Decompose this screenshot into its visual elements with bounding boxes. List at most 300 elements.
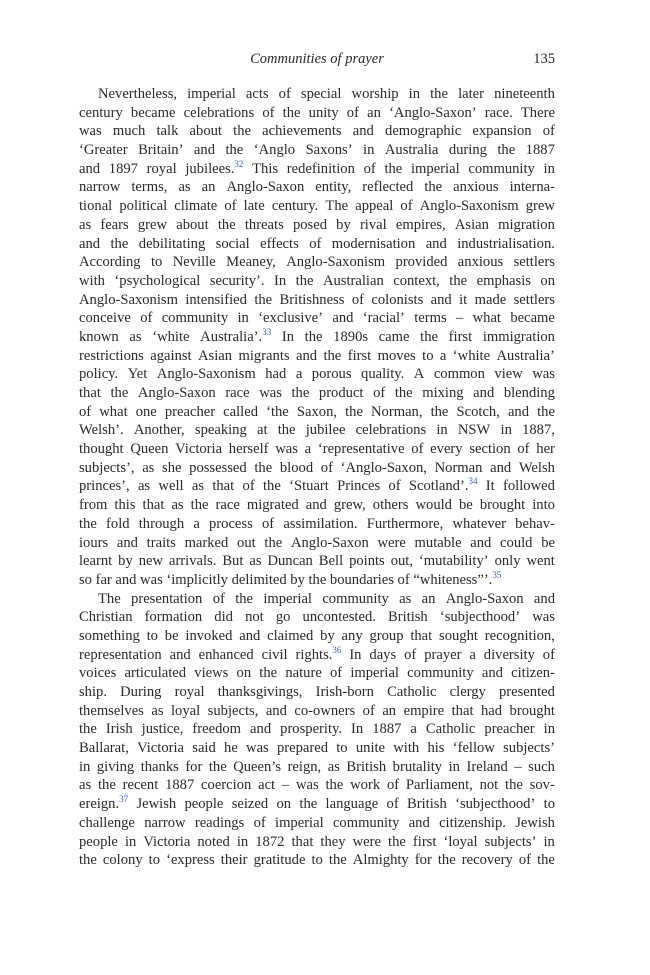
word: could (500, 534, 533, 551)
word: immigration (482, 328, 555, 345)
text-line (79, 272, 555, 291)
text-line (79, 160, 555, 179)
word: that (142, 497, 165, 514)
word: as (79, 777, 92, 794)
word: the (505, 777, 523, 794)
word: Yet (127, 366, 148, 383)
word: and (408, 814, 430, 831)
word: arrivals. (168, 553, 217, 570)
word: Neville (172, 254, 216, 271)
word: as (137, 478, 151, 495)
word: empire (403, 702, 445, 719)
text-line (79, 720, 555, 739)
word: Australia’ (496, 347, 555, 364)
word: the (384, 160, 403, 177)
word: In (274, 272, 287, 289)
word: views (194, 665, 229, 682)
word: was (532, 366, 555, 383)
word: Anglo-Saxon (137, 385, 216, 401)
word: porous (311, 366, 352, 383)
text-line (79, 851, 555, 870)
word: coercion (201, 777, 252, 794)
text-line (79, 85, 555, 104)
word: much (112, 123, 146, 140)
word: readings (194, 814, 245, 831)
text-line (79, 515, 555, 534)
text-line (79, 328, 555, 347)
text-line (79, 683, 555, 702)
page-number: 135 (533, 51, 555, 67)
word: of (253, 814, 266, 831)
word: noted (197, 833, 230, 850)
word: this (114, 497, 136, 514)
word: race (225, 385, 250, 401)
word: justice, (141, 721, 184, 738)
word: and (425, 235, 447, 252)
word: to (336, 740, 348, 757)
word: by (118, 553, 133, 570)
word: ‘implicitly (166, 571, 228, 588)
word: threats (244, 216, 284, 233)
word: Victoria (137, 740, 185, 757)
word: and (490, 459, 512, 476)
word: themselves (79, 702, 144, 719)
word: 1887 (525, 142, 555, 159)
word: and (473, 385, 495, 401)
word: Anglo-Saxonism (79, 291, 178, 308)
word: 1890s (333, 328, 369, 345)
word: in (79, 758, 91, 775)
footnote-ref[interactable]: 32 (234, 158, 244, 169)
word: the (79, 852, 97, 869)
word: intensified (185, 291, 247, 308)
word: others (372, 497, 409, 514)
word: as (178, 179, 191, 196)
word: expansion (472, 123, 532, 140)
word: new (138, 553, 164, 570)
word: of (140, 310, 153, 327)
word: far (95, 571, 112, 588)
word: There (520, 104, 555, 121)
word: terms, (131, 179, 168, 196)
word: subjects’ (503, 740, 555, 757)
word: and (79, 235, 101, 252)
word: the (264, 534, 283, 551)
word: 1872 (255, 833, 285, 850)
word: demographic (385, 123, 462, 140)
word: of (362, 702, 375, 719)
word: worship (351, 86, 399, 102)
word: social (215, 235, 250, 252)
text-line (79, 253, 555, 272)
word: became (130, 104, 176, 121)
word: the (299, 796, 318, 813)
word: political (119, 198, 168, 215)
word: Ireland (466, 758, 508, 775)
word: of (261, 515, 275, 532)
word: Asian (454, 216, 489, 233)
word: of (309, 235, 322, 252)
word: on (276, 796, 292, 813)
word: imperial (350, 665, 399, 682)
word: The (325, 198, 349, 215)
word: anxious (453, 179, 499, 196)
word: unity (308, 104, 339, 121)
word: blending (503, 385, 555, 401)
word: of (329, 665, 343, 682)
word: interna- (509, 179, 555, 196)
word: the (424, 179, 443, 196)
word: the (254, 459, 273, 476)
word: It (485, 478, 495, 495)
word: be (541, 534, 555, 551)
word: only (494, 553, 521, 570)
word: Scotland’.$^{34}$ (408, 476, 478, 495)
word: was (79, 123, 102, 140)
body-text (79, 85, 555, 870)
word: preacher (484, 721, 535, 738)
word: she (162, 459, 182, 476)
running-title: Communities of prayer (250, 51, 384, 67)
word: in (448, 758, 460, 775)
word: prosperity. (280, 721, 343, 738)
word: and (265, 702, 287, 719)
word: restrictions (79, 347, 144, 364)
word: ‘loyal (443, 833, 478, 850)
word: sought (439, 627, 478, 644)
word: had (480, 702, 503, 719)
word: the (430, 403, 449, 420)
text-line (79, 309, 555, 328)
word: Furthermore, (366, 515, 444, 532)
text-line (79, 795, 555, 814)
word: the (282, 104, 301, 121)
word: view (494, 366, 523, 383)
word: a (439, 347, 447, 364)
word: conceive (79, 310, 131, 327)
word: colonists (371, 291, 424, 308)
word: with (393, 740, 420, 757)
word: and (79, 160, 101, 177)
word: the (110, 235, 129, 252)
word: and (295, 347, 318, 364)
word: the (430, 86, 448, 102)
word: In (351, 721, 364, 738)
word: of (517, 441, 530, 458)
word: terms (414, 310, 447, 327)
word: the (190, 497, 209, 514)
word: ship. (79, 684, 107, 700)
word: of (212, 590, 225, 607)
word: challenge (79, 814, 135, 831)
word: fold (106, 515, 130, 532)
word: of (518, 852, 532, 869)
word: whatever (452, 515, 506, 532)
word: imperial (411, 160, 460, 177)
word: prayer (424, 646, 462, 663)
word: was (532, 609, 555, 626)
word: voices (79, 665, 117, 682)
word: in (237, 310, 249, 327)
word: and (507, 403, 530, 420)
word: the (345, 403, 363, 420)
word: common (433, 366, 485, 383)
word: through (138, 515, 185, 532)
word: invoked (185, 627, 233, 644)
word: as (171, 497, 184, 514)
word: community (332, 814, 400, 831)
word: the (295, 272, 314, 289)
word: grew (525, 198, 555, 215)
word: of (363, 160, 376, 177)
word: against (150, 347, 192, 364)
text-line (79, 235, 555, 254)
word: said (192, 740, 216, 757)
word: a (469, 646, 476, 663)
word: context, (393, 272, 440, 289)
word: to (543, 796, 555, 813)
text-line (79, 421, 555, 440)
text-line (79, 552, 555, 571)
word: Scotch, (456, 403, 500, 420)
word: language (325, 796, 379, 813)
text-line (79, 534, 555, 553)
word: climate (174, 198, 218, 215)
footnote-ref[interactable]: 35 (492, 570, 502, 581)
text-line (79, 365, 555, 384)
word: century (79, 104, 123, 121)
footnote-ref[interactable]: 34 (468, 476, 478, 487)
word: to (151, 254, 163, 271)
word: later (458, 86, 484, 102)
word: reflected (362, 179, 414, 196)
word: that (212, 478, 235, 495)
word: the (308, 571, 327, 588)
word: migration (498, 216, 555, 233)
word: representation (79, 646, 162, 663)
word: about (176, 216, 209, 233)
word: Anglo-Saxon (226, 179, 305, 196)
text-line (79, 833, 555, 852)
word: delimited (231, 571, 287, 588)
word: presentation (131, 590, 203, 607)
word: Queen (130, 441, 169, 458)
footnote-ref[interactable]: 36 (332, 644, 342, 655)
word: a (304, 441, 312, 458)
word: of (400, 198, 413, 215)
word: it (459, 291, 468, 308)
word: ‘subjecthood’ (455, 796, 536, 813)
word: imperial (187, 86, 236, 102)
word: appeal (355, 198, 394, 215)
word: Irish (105, 721, 133, 738)
word: subjects’ (484, 833, 537, 850)
word: came (378, 328, 410, 345)
word: Nevertheless, (98, 86, 178, 102)
word: recognition, (484, 627, 555, 644)
word: effects (260, 235, 299, 252)
word: sov- (529, 777, 555, 794)
word: in (500, 422, 512, 439)
word: of (79, 403, 92, 420)
word: ‘fellow (452, 740, 495, 757)
word: learnt (79, 553, 113, 570)
word: Jewish (515, 814, 555, 831)
word: from (79, 497, 108, 514)
word: Queen’s (233, 758, 282, 775)
word: every (430, 441, 463, 458)
word: – (281, 777, 290, 794)
word: industrialisation. (457, 235, 555, 252)
word: such (528, 758, 555, 775)
word: British (388, 609, 428, 626)
word: a (295, 366, 303, 383)
word: colony (102, 852, 143, 869)
word: boundaries (329, 571, 394, 588)
word: speaking (194, 422, 247, 439)
word: Asian (198, 347, 233, 364)
word: were (352, 833, 381, 850)
word: out (237, 534, 256, 551)
word: ‘exclusive’ (258, 310, 324, 327)
word: was (140, 571, 163, 588)
word: thought (79, 441, 124, 458)
word: brought (479, 497, 526, 514)
word: the (497, 142, 516, 159)
word: settlers (513, 291, 555, 308)
word: of (404, 646, 417, 663)
word: the (325, 777, 344, 794)
word: Christian (79, 609, 133, 626)
word: the (304, 328, 323, 345)
word: he (224, 740, 238, 757)
word: the (277, 422, 296, 439)
word: During (120, 684, 162, 700)
word: – (514, 758, 522, 775)
text-line (79, 141, 555, 160)
word: diversity (483, 646, 535, 663)
word: and (115, 571, 137, 588)
word: and (305, 497, 327, 514)
word: the (79, 721, 97, 738)
word: provided (395, 254, 448, 271)
word: not (245, 609, 264, 626)
word: the (262, 478, 281, 495)
word: of (346, 104, 359, 121)
word: ‘Anglo-Saxon’ (389, 104, 477, 121)
word: made (474, 291, 507, 308)
word: “whiteness”’.$^{35}$ (413, 570, 502, 588)
word: and (430, 291, 452, 308)
word: as (249, 553, 262, 570)
word: the (449, 272, 468, 289)
word: talk (156, 123, 179, 140)
word: days (369, 646, 397, 663)
word: of (388, 478, 401, 495)
word: rights.$^{36}$ (295, 644, 342, 663)
word: did (214, 609, 233, 626)
word: of (278, 86, 291, 102)
word: of (262, 104, 275, 121)
word: be (459, 497, 473, 514)
word: the (388, 833, 406, 850)
footnote-ref[interactable]: 33 (262, 327, 272, 338)
text-line (79, 384, 555, 403)
word: Bell (318, 553, 344, 570)
word: tional (79, 198, 113, 215)
word: community (322, 590, 389, 607)
text-line (79, 178, 555, 197)
text-line (79, 646, 555, 665)
word: community (468, 160, 535, 177)
word: the (110, 385, 129, 401)
word: Anglo-Saxon (290, 534, 369, 551)
word: and (332, 310, 354, 327)
word: British (346, 758, 387, 775)
word: citizen- (511, 665, 555, 682)
word: one (135, 403, 157, 420)
text-line (79, 702, 555, 721)
word: traits (146, 534, 176, 551)
word: to (422, 347, 434, 364)
word: known (79, 328, 119, 345)
word: mixing (422, 385, 464, 401)
word: freedom (192, 721, 242, 738)
word: This (252, 160, 279, 177)
word: was (275, 441, 298, 458)
text-line (79, 608, 555, 627)
word: fears (100, 216, 129, 233)
text-line (79, 664, 555, 683)
word: ‘psychological (114, 272, 201, 289)
word: articulated (124, 665, 187, 682)
word: of (542, 123, 555, 140)
word: ‘express (166, 852, 215, 869)
word: brutality (392, 758, 443, 775)
word: ‘racial’ (362, 310, 405, 327)
word: empires, (395, 216, 446, 233)
word: possessed (189, 459, 247, 476)
word: migrants (238, 347, 290, 364)
word: points (349, 553, 385, 570)
word: at (256, 422, 268, 439)
word: as (151, 702, 164, 719)
word: Irish-born (315, 684, 374, 700)
word: citizenship. (439, 814, 506, 831)
word: during (448, 142, 487, 159)
word: Victoria (143, 833, 191, 850)
word: first (412, 833, 437, 850)
text-line (79, 291, 555, 310)
word: rival (359, 216, 387, 233)
word: Britain’ (138, 142, 184, 159)
word: any (341, 627, 363, 644)
word: British (407, 796, 447, 813)
word: as (399, 590, 412, 607)
footnote-ref[interactable]: 37 (119, 794, 129, 805)
word: subjects’, (79, 459, 135, 476)
text-line (79, 627, 555, 646)
word: prepared (276, 740, 329, 757)
text-line (79, 496, 555, 515)
word: ereign.$^{37}$ (79, 794, 129, 813)
word: celebrations (355, 422, 427, 439)
word: the (291, 385, 310, 401)
word: in (408, 86, 421, 102)
word: Ballarat, (79, 740, 129, 757)
text-line (79, 459, 555, 478)
word: emphasis (476, 272, 531, 289)
